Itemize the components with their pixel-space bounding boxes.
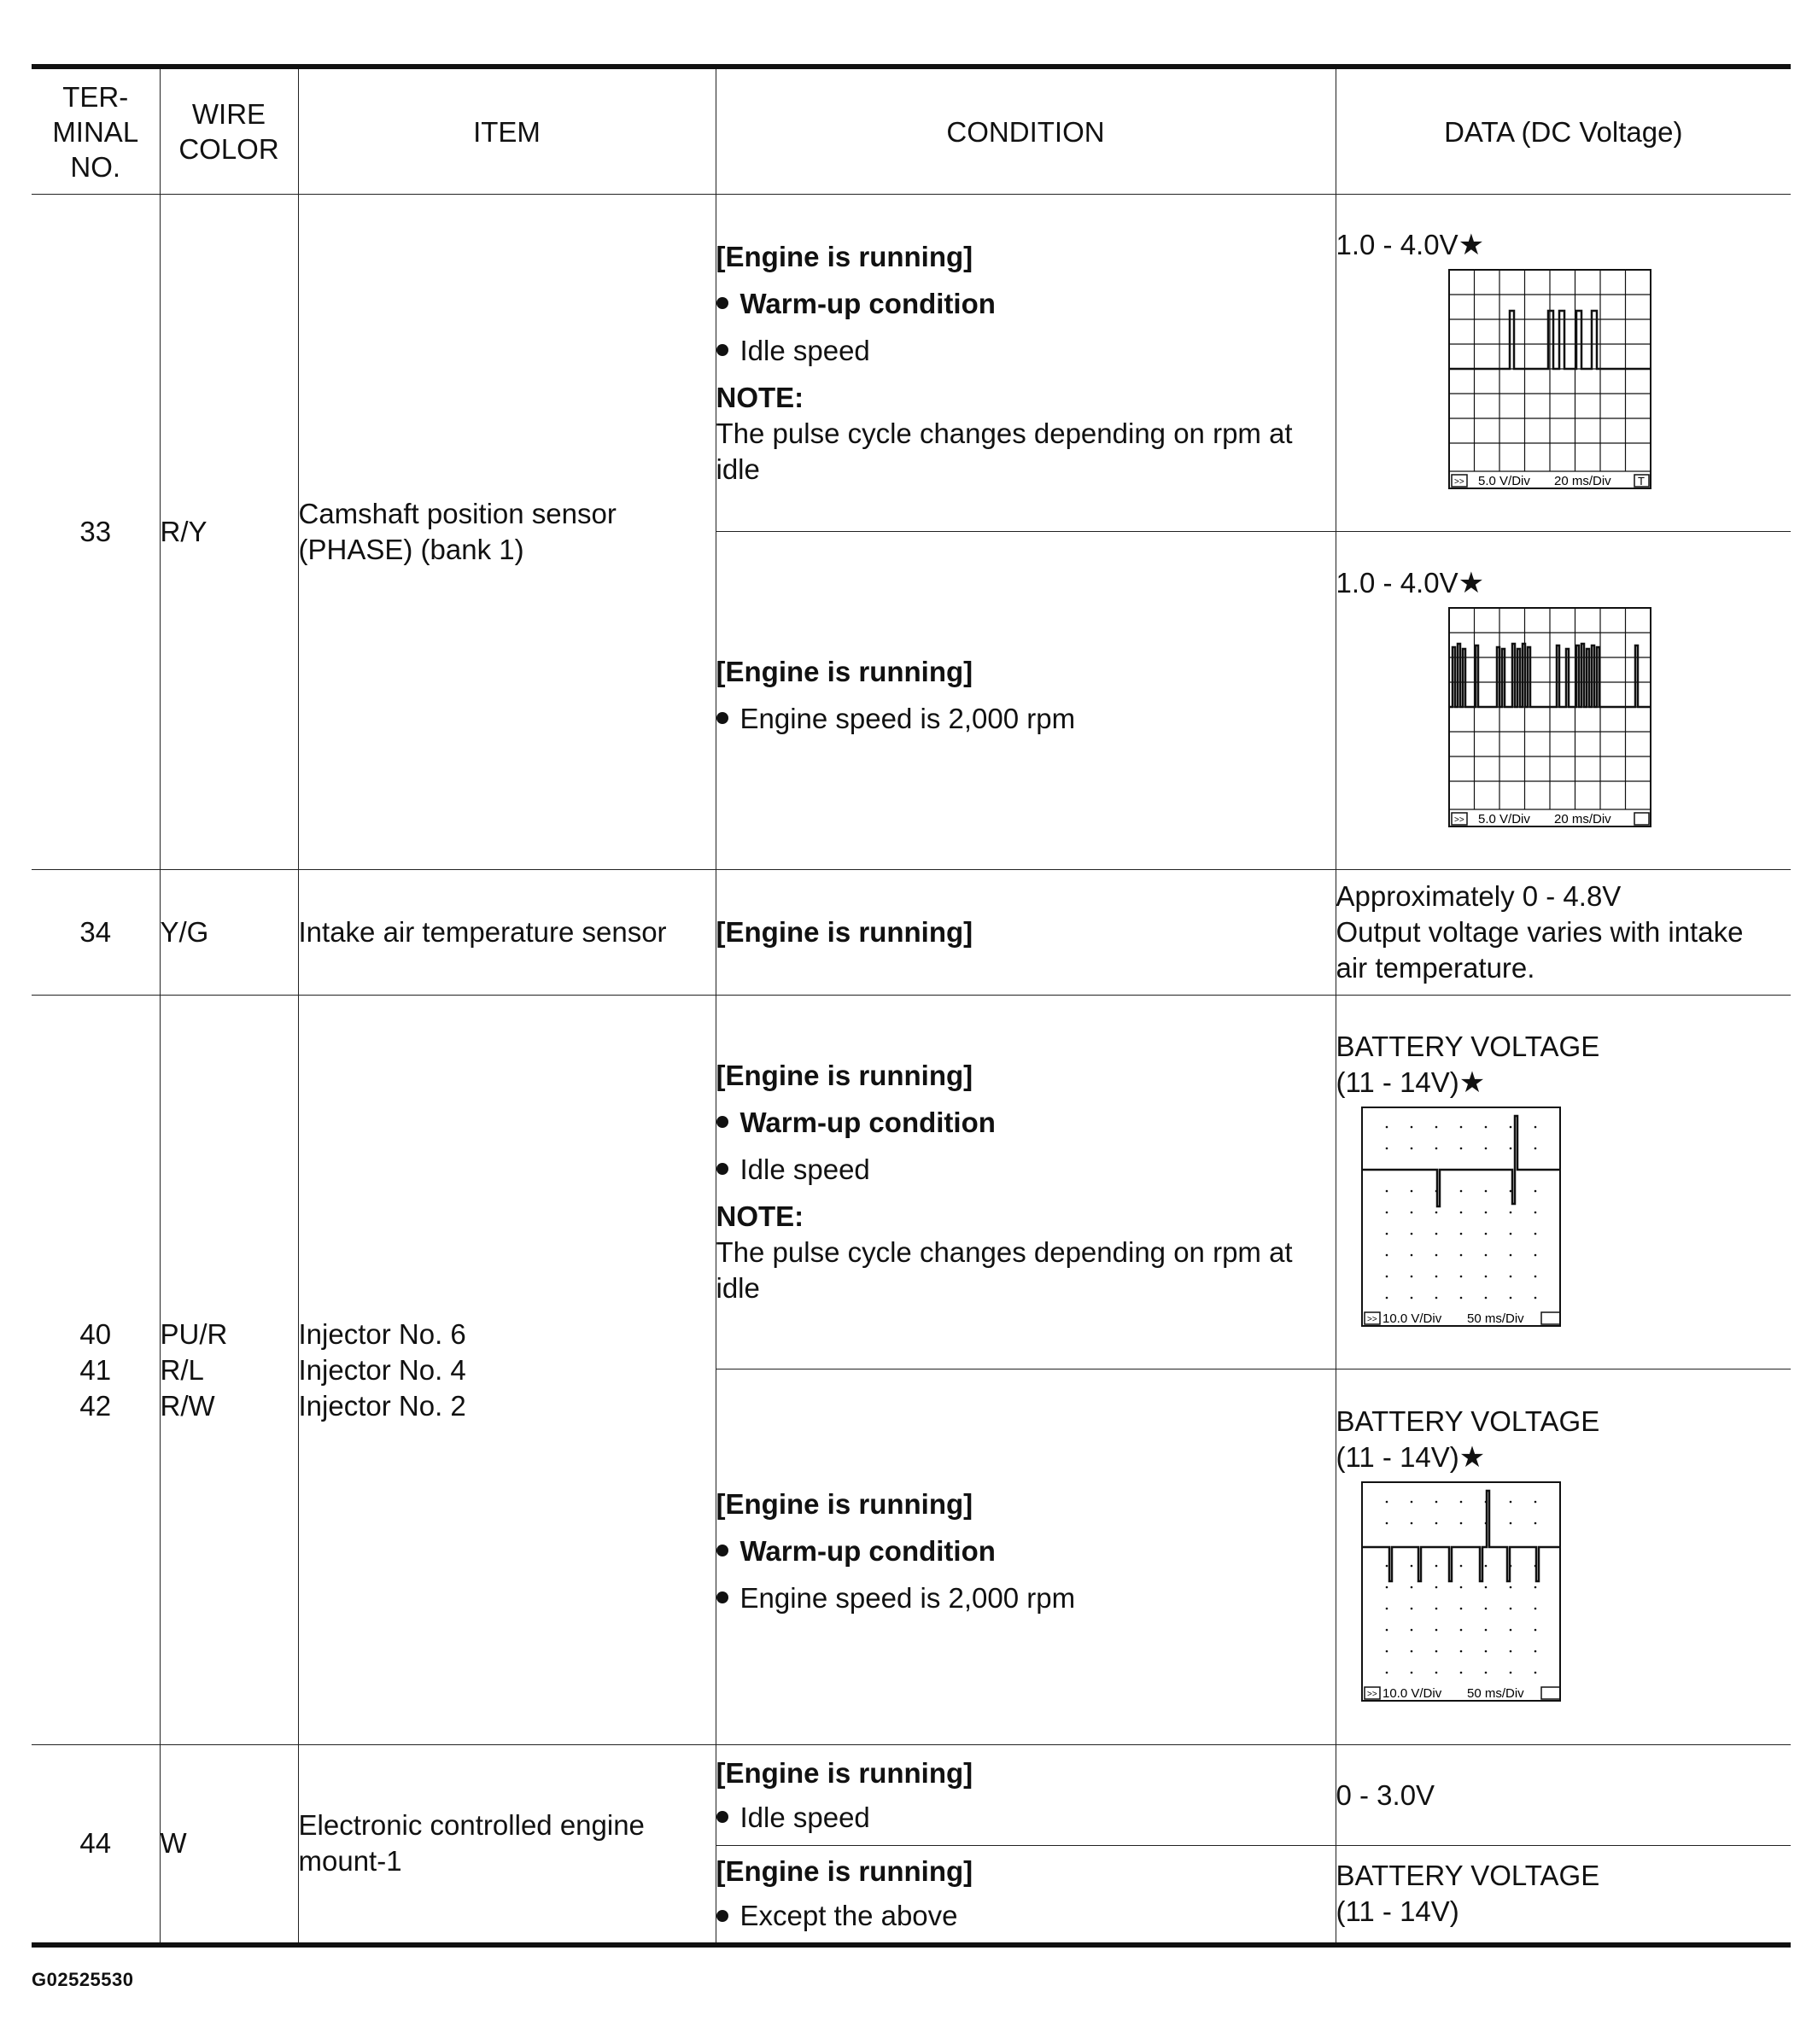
wire-color: R/Y [160,195,298,870]
svg-text:T: T [1637,475,1645,488]
bullet-icon [716,712,728,724]
item-name: Camshaft position sensor (PHASE) (bank 1) [298,195,716,870]
svg-text:>>: >> [1453,477,1464,487]
header-wire-color: WIRE COLOR [160,67,298,195]
svg-text:>>: >> [1453,815,1464,825]
terminal-no: 33 [32,195,160,870]
item-name: Injector No. 6 Injector No. 4 Injector No. 2 [298,996,716,1745]
star-icon: ★ [1458,1066,1486,1099]
svg-text:>>: >> [1366,1314,1377,1324]
bullet-icon [716,1910,728,1922]
condition-cell: [Engine is running] Warm-up condition Engine speed is 2,000 rpm [716,1369,1336,1745]
condition-cell: [Engine is running] [716,870,1336,996]
data-cell: 1.0 - 4.0V★ >> 5.0 V/Div 20 ms/Div T [1336,195,1791,532]
condition-cell: [Engine is running] Warm-up condition Idle speed NOTE: The pulse cycle changes depending on rpm at idle [716,996,1336,1369]
bullet-icon [716,1116,728,1128]
data-cell: 1.0 - 4.0V★ >> 5.0 V/Div 20 ms/Div [1336,532,1791,870]
oscilloscope-waveform-injector-idle [1360,1106,1582,1336]
bullet-icon [716,1163,728,1175]
table-header-row [32,67,1791,195]
svg-text:10.0 V/Div: 10.0 V/Div [1382,1311,1441,1326]
table-row [32,996,1791,1369]
item-name: Intake air temperature sensor [298,870,716,996]
header-terminal-no: TER- MINAL NO. [32,67,160,195]
svg-text:5.0 V/Div: 5.0 V/Div [1477,811,1530,826]
svg-text:20 ms/Div: 20 ms/Div [1553,474,1611,488]
terminal-no: 40 41 42 [32,996,160,1745]
data-cell: 0 - 3.0V [1336,1745,1791,1846]
star-icon: ★ [1458,1440,1486,1474]
oscilloscope-waveform-cam-idle [1447,268,1704,499]
svg-text:50 ms/Div: 50 ms/Div [1466,1311,1524,1326]
ecm-terminal-table [32,64,1791,1948]
star-icon: ★ [1458,229,1485,261]
oscilloscope-waveform-cam-2000rpm [1447,606,1704,837]
header-data: DATA (DC Voltage) [1336,67,1791,195]
data-cell: BATTERY VOLTAGE (11 - 14V)★ >> 10.0 V/Div 50 ms/Div [1336,996,1791,1369]
header-item: ITEM [298,67,716,195]
condition-cell: [Engine is running] Engine speed is 2,000 rpm [716,532,1336,870]
header-condition: CONDITION [716,67,1336,195]
wire-color: W [160,1745,298,1945]
terminal-no: 34 [32,870,160,996]
wire-color: Y/G [160,870,298,996]
bullet-icon [716,1811,728,1823]
table-row [32,195,1791,532]
svg-text:50 ms/Div: 50 ms/Div [1466,1685,1524,1701]
bullet-icon [716,1591,728,1603]
table-row [32,870,1791,996]
star-icon: ★ [1458,566,1485,599]
bullet-icon [716,344,728,356]
svg-text:10.0 V/Div: 10.0 V/Div [1382,1685,1441,1701]
table-row [32,1745,1791,1846]
condition-cell: [Engine is running] Warm-up condition Idle speed NOTE: The pulse cycle changes depending on rpm at idle [716,195,1336,532]
figure-code: G02525530 [32,1969,134,1990]
terminal-table-page [32,64,1791,1948]
data-cell: Approximately 0 - 4.8V Output voltage varies with intake air temperature. [1336,870,1791,996]
bullet-icon [716,297,728,309]
bullet-icon [716,1545,728,1556]
svg-text:>>: >> [1366,1689,1377,1699]
data-cell: BATTERY VOLTAGE (11 - 14V)★ >> 10.0 V/Div 50 ms/Div [1336,1369,1791,1745]
svg-text:5.0 V/Div: 5.0 V/Div [1477,474,1530,488]
wire-color: PU/R R/L R/W [160,996,298,1745]
oscilloscope-waveform-injector-2000rpm [1360,1480,1582,1711]
item-name: Electronic controlled engine mount-1 [298,1745,716,1945]
data-cell: BATTERY VOLTAGE (11 - 14V) [1336,1846,1791,1945]
condition-cell: [Engine is running] Idle speed [716,1745,1336,1846]
terminal-no: 44 [32,1745,160,1945]
condition-cell: [Engine is running] Except the above [716,1846,1336,1945]
svg-text:20 ms/Div: 20 ms/Div [1553,811,1611,826]
